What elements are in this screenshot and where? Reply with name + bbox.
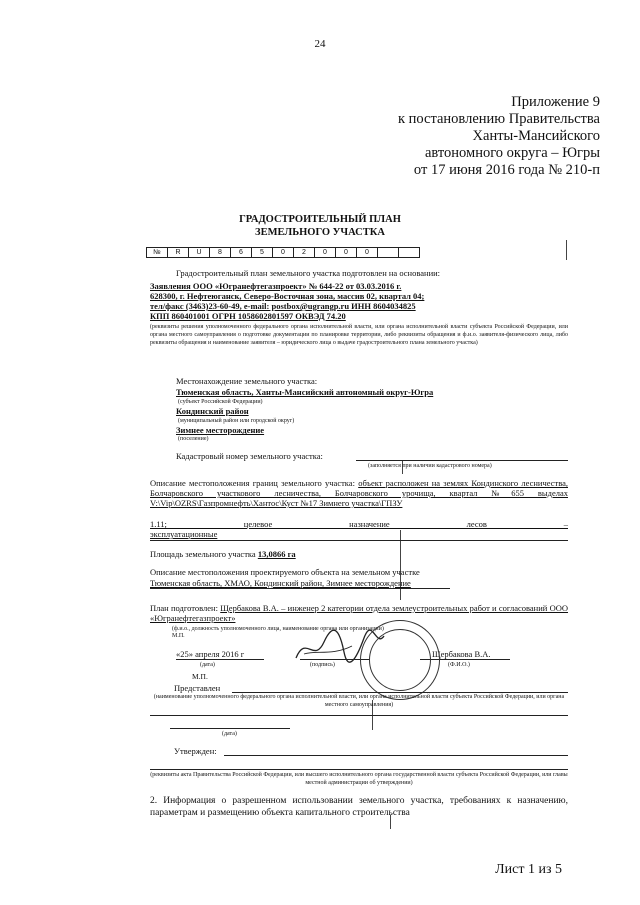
approved-line-2 xyxy=(150,769,568,770)
basis-line-3: тел/факс (3463)23-60-49, e-mail: postbox@ugrangp.ru ИНН 8604034825 xyxy=(150,301,416,311)
plan-number-cell xyxy=(399,248,420,258)
boundaries-text: объект расположен на землях Кондинского лесничества, Болчаровского участкового лесничества, Болчаровского урочища, квартал №655 выделах V:\Vip\OZRS\Газпромнефть\Хантос\Куст №17 Зимнего участка\ГПЗУ xyxy=(150,478,568,508)
plan-number-cell: 6 xyxy=(231,248,252,258)
prepared-label: План подготовлен: xyxy=(150,603,218,613)
appendix-block xyxy=(300,94,600,179)
document-title xyxy=(200,213,440,239)
location-settlement-note: (поселение) xyxy=(178,436,209,442)
location-district: Кондинский район xyxy=(176,406,249,416)
boundaries-text-2: 1.11; целевое назначение лесов – эксплуатационные xyxy=(150,519,568,539)
plan-number-cell: 0 xyxy=(336,248,357,258)
plan-number-grid xyxy=(146,247,420,258)
object-location-label: Описание местоположения проектируемого объекта на земельном участке xyxy=(150,567,420,577)
boundaries-label: Описание местоположения границ земельного участка: xyxy=(150,478,355,488)
approved-label: Утвержден: xyxy=(174,746,217,756)
basis-line-4: КПП 860401001 ОГРН 1058602801597 ОКВЭД 74.20 xyxy=(150,311,346,321)
plan-number-cell: 8 xyxy=(210,248,231,258)
prepared-name: Щербакова В.А. xyxy=(432,649,491,659)
location-settlement: Зимнее месторождение xyxy=(176,425,265,435)
approved-line xyxy=(224,755,568,756)
presented-date-note: (дата) xyxy=(222,731,237,737)
basis-block xyxy=(150,281,568,321)
location-district-note: (муниципальный район или городской округ) xyxy=(178,418,295,424)
basis-line-2: 628300, г. Нефтеюганск, Северо-Восточная зона, массив 02, квартал 04; xyxy=(150,291,425,301)
title-line-2: ЗЕМЕЛЬНОГО УЧАСТКА xyxy=(255,227,385,238)
area-value: 13,0866 га xyxy=(257,549,296,559)
section-2-heading: 2. Информация о разрешенном использовании земельного участка, требованиях к назначению, параметрам и размещению объекта капитального строительства xyxy=(150,796,568,818)
prepared-date-note: (дата) xyxy=(200,662,215,668)
prepared-block xyxy=(150,603,568,623)
location-label: Местонахождение земельного участка: xyxy=(176,376,318,386)
plan-number-cell: № xyxy=(147,248,168,258)
appendix-line-4: автономного округа – Югры xyxy=(424,145,600,161)
basis-note: (реквизиты решения уполномоченного федерального органа исполнительной власти, или органа исполнительной власти субъекта Российской Федерации, или органа местного самоуправления о подготовке документации по планировке территории, либо реквизиты обращения и ф.и.о. заявителя-физического лица, либо реквизиты обращения и наименование заявителя – юридического лица о выдаче градостроительного плана земельного участка) xyxy=(150,324,568,346)
boundaries-block xyxy=(150,478,568,508)
basis-line-1: Заявления ООО «Югранефтегазпроект» № 644-22 от 03.03.2016 г. xyxy=(150,281,402,291)
appendix-line-2: к постановлению Правительства xyxy=(398,111,600,127)
appendix-line-5: от 17 июня 2016 года № 210-п xyxy=(413,162,600,178)
object-location-line xyxy=(150,588,450,589)
appendix-line-1: Приложение 9 xyxy=(511,94,600,110)
prepared-name-note: (Ф.И.О.) xyxy=(448,662,470,668)
cadastral-note: (заполняется при наличии кадастрового номера) xyxy=(368,463,492,469)
prepared-note: (ф.и.о., должность уполномоченного лица, наименование органа или организации) xyxy=(172,626,384,632)
object-location-value: Тюменская область, ХМАО, Кондинский район, Зимнее месторождение xyxy=(150,578,411,588)
appendix-line-3: Ханты-Мансийского xyxy=(472,128,600,144)
location-region-note: (субъект Российской Федерации) xyxy=(178,399,263,405)
location-region: Тюменская область, Ханты-Мансийский автономный округ-Югра xyxy=(176,387,434,397)
title-line-1: ГРАДОСТРОИТЕЛЬНЫЙ ПЛАН xyxy=(239,214,401,225)
presented-mp: М.П. xyxy=(192,672,208,681)
prepared-date: «25» апреля 2016 г xyxy=(176,649,245,659)
cadastral-line xyxy=(356,460,568,461)
prepared-date-line xyxy=(176,659,264,660)
area-row xyxy=(150,549,296,559)
cadastral-label: Кадастровый номер земельного участка: xyxy=(176,451,323,461)
prepared-mp: М.П. xyxy=(172,633,185,639)
sheet-counter: Лист 1 из 5 xyxy=(495,862,562,877)
page-number: 24 xyxy=(314,38,326,50)
presented-label: Представлен xyxy=(174,683,221,693)
presented-date-line xyxy=(170,728,290,729)
signature-note: (подпись) xyxy=(310,662,335,668)
area-label: Площадь земельного участка xyxy=(150,549,256,559)
boundaries-end-line xyxy=(150,540,568,541)
plan-number-cell: 0 xyxy=(315,248,336,258)
basis-label: Градостроительный план земельного участка подготовлен на основании: xyxy=(176,268,441,278)
plan-number-cell xyxy=(378,248,399,258)
plan-number-cell: 0 xyxy=(273,248,294,258)
presented-note: (наименование уполномоченного федерального органа исполнительной власти, или органа исполнительной власти субъекта Российской Федерации, или органа местного самоуправления) xyxy=(153,694,565,708)
presented-line-2 xyxy=(150,715,568,716)
plan-number-cell: U xyxy=(189,248,210,258)
plan-number-cell: 5 xyxy=(252,248,273,258)
scan-mark xyxy=(566,240,567,260)
plan-number-cell: 0 xyxy=(357,248,378,258)
prepared-value: Щербакова В.А. – инженер 2 категории отдела землеустроительных работ и согласований ООО «Югранефтегазпроект» xyxy=(150,603,569,623)
organization-seal xyxy=(360,620,440,700)
plan-number-cell: R xyxy=(168,248,189,258)
plan-number-cell: 2 xyxy=(294,248,315,258)
approved-note: (реквизиты акта Правительства Российской Федерации, или высшего исполнительного органа государственной власти субъекта Российской Федерации, или главы местной администрации об утверждении) xyxy=(150,772,568,786)
